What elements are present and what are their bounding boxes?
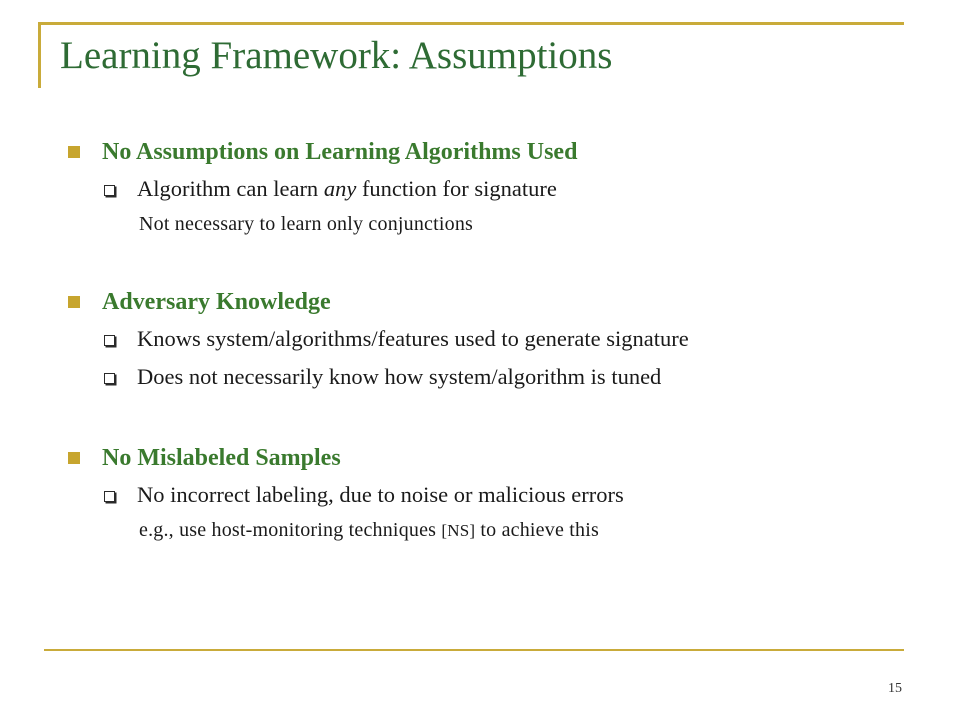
sub-bullet-text-post: function for signature (356, 176, 557, 201)
section-heading: No Mislabeled Samples (102, 444, 341, 471)
sub-bullet-row (104, 320, 922, 358)
section-heading-row (62, 134, 922, 170)
page-number: 15 (888, 681, 902, 696)
slide-content (62, 134, 922, 546)
sub-bullet-row (104, 358, 922, 396)
square-bullet-icon (68, 452, 80, 464)
note-text-pre: e.g., use host-monitoring techniques (139, 518, 442, 541)
sub-bullet-text: No incorrect labeling, due to noise or malicious errors (137, 482, 624, 507)
section-learning-algorithms (62, 134, 922, 240)
square-bullet-icon (68, 296, 80, 308)
checkbox-bullet-icon (104, 373, 115, 384)
sub-bullet-text: Knows system/algorithms/features used to generate signature (137, 326, 689, 351)
section-adversary-knowledge (62, 284, 922, 396)
top-accent-rule (38, 22, 904, 25)
section-mislabeled-samples (62, 440, 922, 546)
sub-bullet-text-pre: Algorithm can learn (137, 176, 324, 201)
slide-title: Learning Framework: Assumptions (60, 34, 613, 77)
note-text: Not necessary to learn only conjunctions (139, 212, 474, 235)
section-heading: Adversary Knowledge (102, 288, 331, 315)
sub-bullet-row (104, 170, 922, 208)
square-bullet-icon (68, 146, 80, 158)
sub-bullet-text: Does not necessarily know how system/algorithm is tuned (137, 364, 662, 389)
note-text (139, 519, 599, 542)
section-heading-row (62, 440, 922, 476)
checkbox-bullet-icon (104, 491, 115, 502)
bottom-accent-rule (44, 649, 904, 651)
section-heading: No Assumptions on Learning Algorithms Used (102, 138, 578, 165)
sub-bullet-emphasis: any (323, 176, 357, 201)
note-row (139, 514, 922, 546)
sub-bullet-text (137, 176, 557, 202)
note-text-post: to achieve this (475, 518, 599, 541)
checkbox-bullet-icon (104, 335, 115, 346)
citation-reference: [NS] (441, 520, 476, 540)
section-heading-row (62, 284, 922, 320)
sub-bullet-row (104, 476, 922, 514)
note-row (139, 208, 922, 240)
checkbox-bullet-icon (104, 185, 115, 196)
left-accent-rule (38, 22, 41, 88)
